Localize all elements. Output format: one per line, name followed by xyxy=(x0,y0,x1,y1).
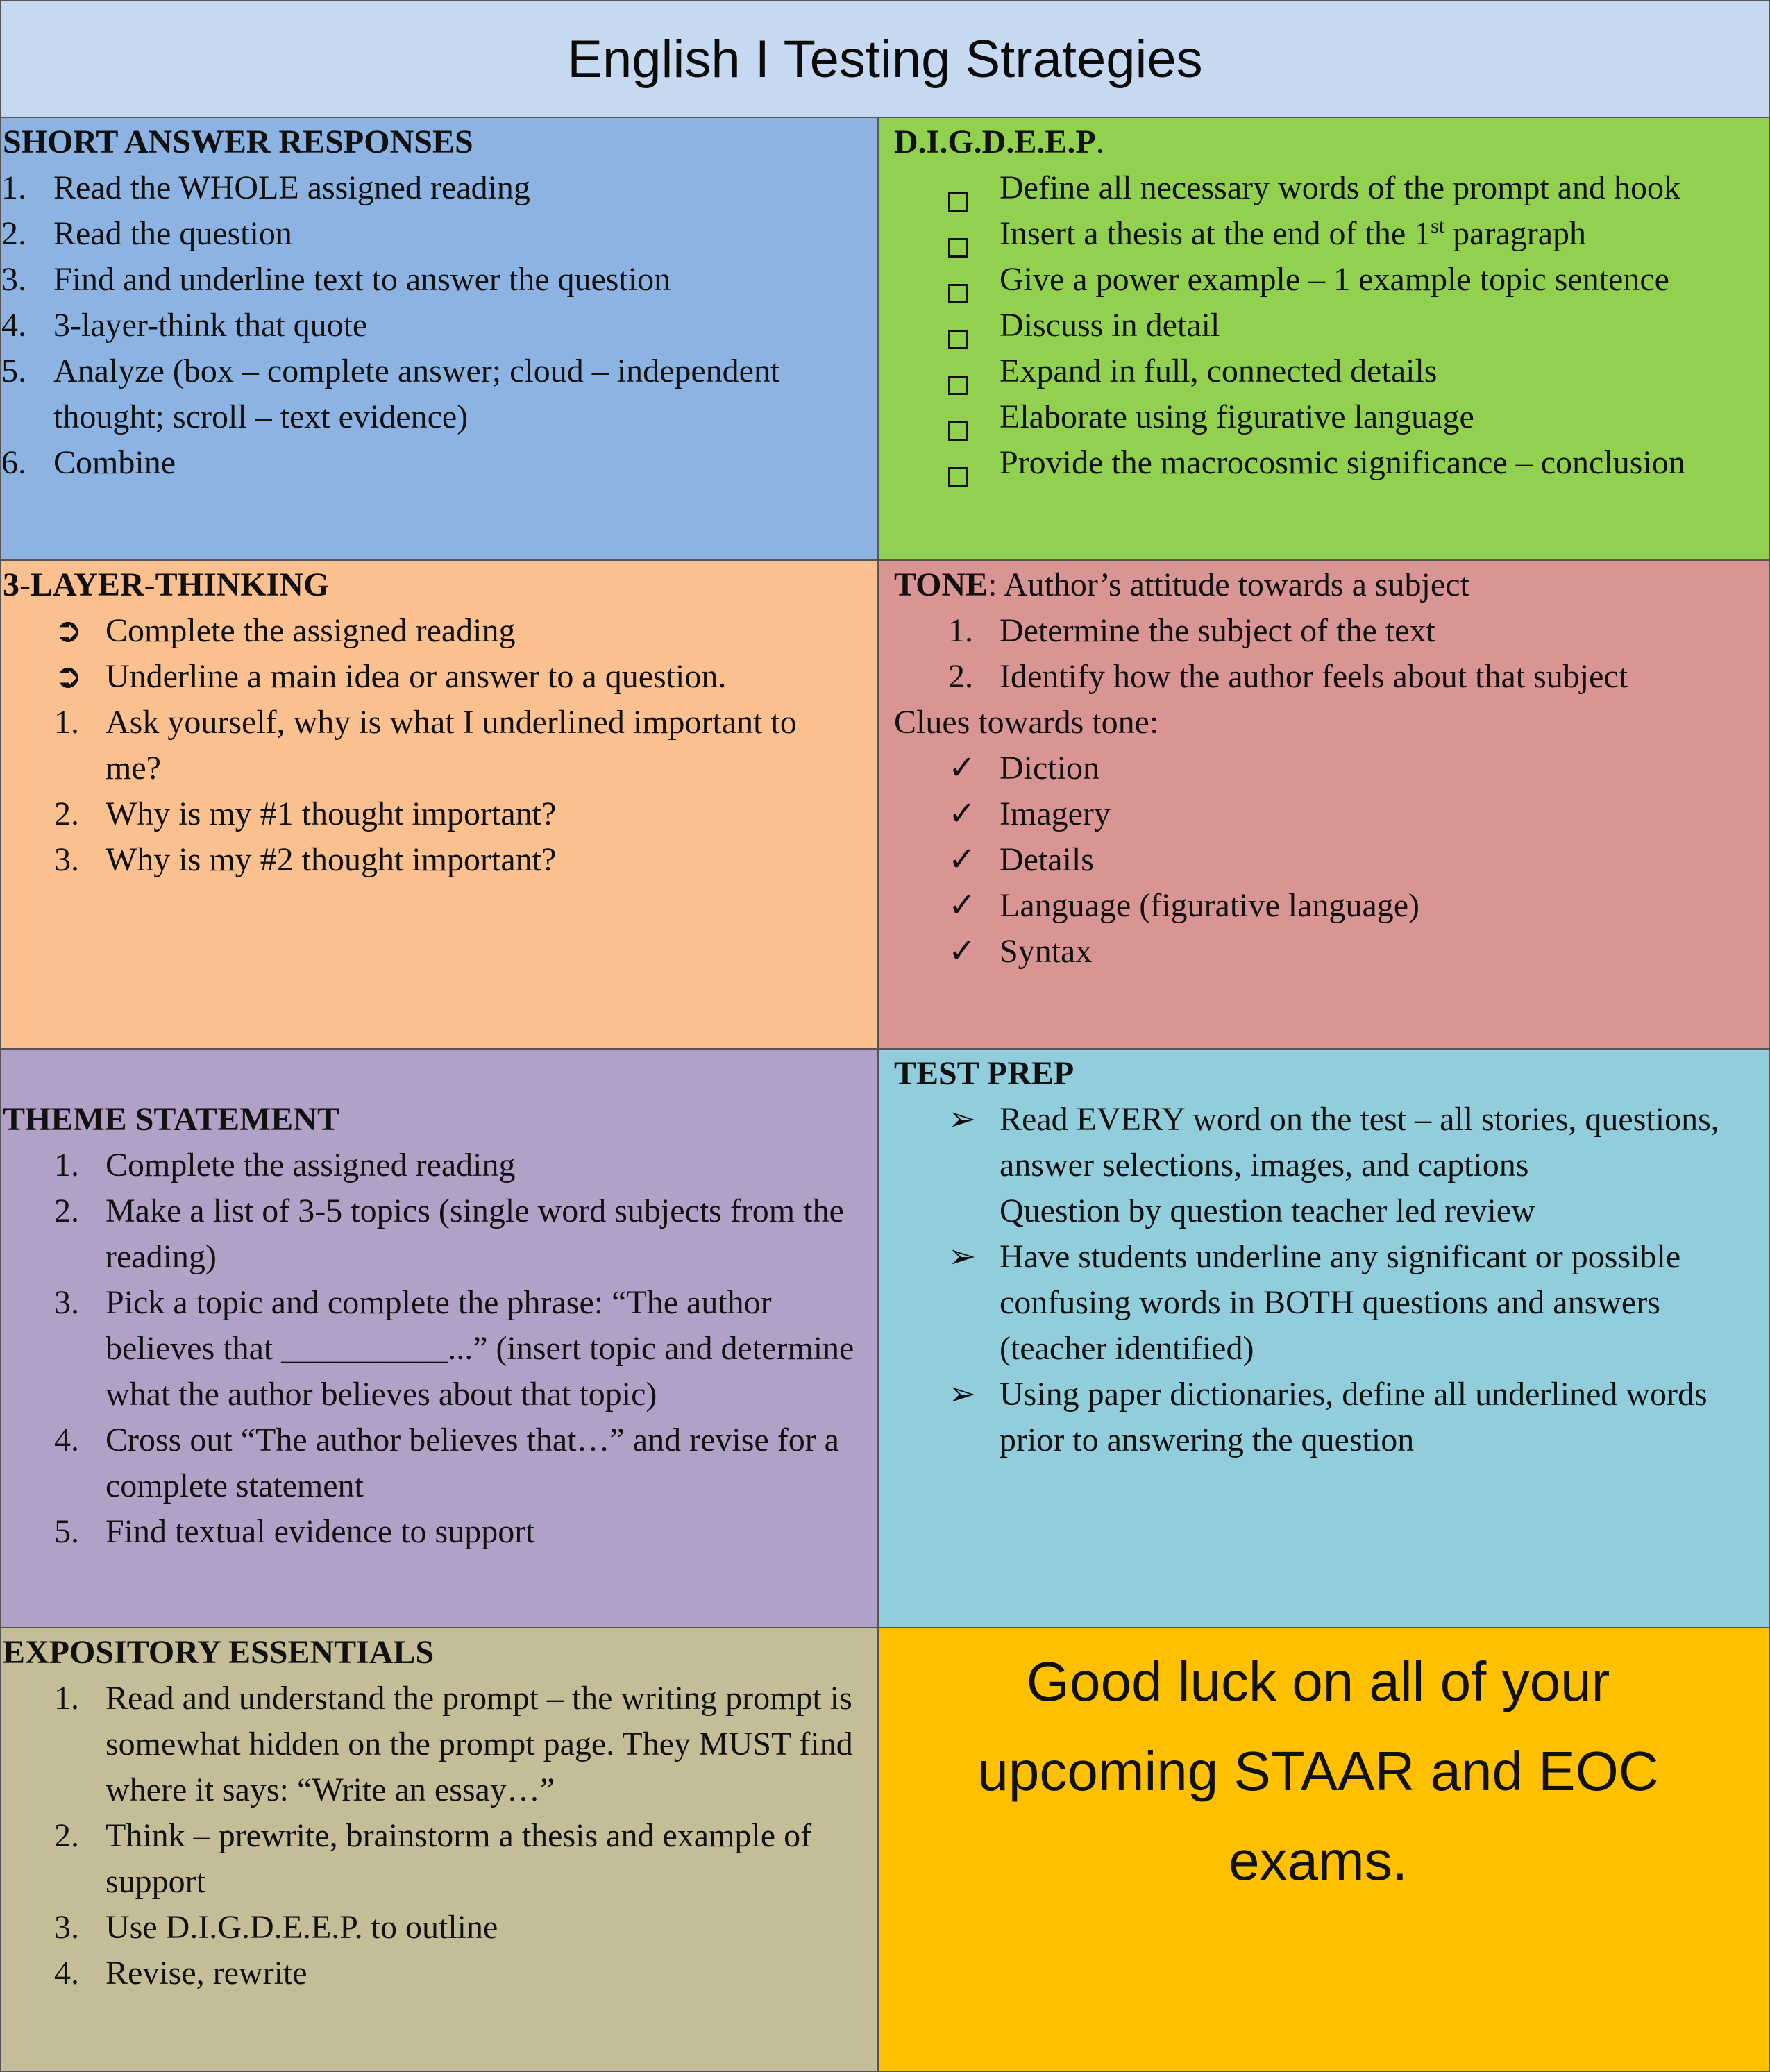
item-number: 2. xyxy=(948,658,973,695)
good-luck-line: Good luck on all of your xyxy=(1026,1651,1610,1712)
item-text: Find textual evidence to support xyxy=(106,1513,535,1550)
item-text: Provide the macrocosmic significance – conclusion xyxy=(1000,444,1685,481)
item-text: Read and understand the prompt – the writing prompt is somewhat hidden on the prompt page. They MUST find where it says: “Write an essay…” xyxy=(106,1680,853,1808)
item-text: Identify how the author feels about that subject xyxy=(1000,658,1628,695)
checkmark-icon: ✓ xyxy=(948,887,977,924)
checklist-item xyxy=(948,165,1767,211)
checkbox-icon xyxy=(948,467,968,487)
list-item xyxy=(54,837,838,883)
item-text: Insert a thesis at the end of the 1 xyxy=(1000,215,1431,252)
item-text-tail: paragraph xyxy=(1444,215,1587,252)
item-text: Elaborate using figurative language xyxy=(1000,398,1474,435)
list-item xyxy=(948,929,1767,975)
item-text: Define all necessary words of the prompt and hook xyxy=(1000,169,1681,206)
checkbox-icon xyxy=(948,421,968,441)
checklist-item xyxy=(948,348,1767,394)
item-text: Determine the subject of the text xyxy=(1000,612,1435,649)
checkmark-icon: ✓ xyxy=(948,841,977,878)
list-item xyxy=(1,165,862,211)
item-text: 3-layer-think that quote xyxy=(53,307,368,344)
item-number: 1. xyxy=(54,704,79,741)
arrowhead-icon: ➢ xyxy=(948,1238,977,1275)
item-number: 2. xyxy=(1,215,26,252)
page-title: English I Testing Strategies xyxy=(567,29,1203,89)
tone-heading xyxy=(894,562,1469,608)
item-text: Ask yourself, why is what I underlined important to me? xyxy=(106,704,797,786)
arrowhead-icon: ➢ xyxy=(948,1376,977,1413)
arrowhead-icon: ➢ xyxy=(948,1101,977,1138)
item-number: 3. xyxy=(1,261,26,298)
good-luck-cell xyxy=(877,1627,1770,2072)
item-text: Complete the assigned reading xyxy=(106,612,516,649)
checklist-item xyxy=(948,211,1767,257)
list-item xyxy=(54,1676,873,1813)
item-text: Expand in full, connected details xyxy=(1000,353,1438,389)
item-number: 3. xyxy=(54,841,79,878)
item-number: 3. xyxy=(54,1909,79,1946)
tone-heading-text: TONE xyxy=(894,566,988,603)
item-number: 1. xyxy=(948,612,973,649)
item-number: 3. xyxy=(54,1284,79,1321)
item-text: Syntax xyxy=(1000,933,1093,970)
item-text: Why is my #2 thought important? xyxy=(106,841,557,878)
list-item xyxy=(948,608,1767,654)
item-text: Language (figurative language) xyxy=(1000,887,1420,924)
item-text: Underline a main idea or answer to a question. xyxy=(106,658,727,695)
list-item xyxy=(948,746,1767,791)
arrow-icon: ➲ xyxy=(54,658,83,695)
list-item xyxy=(1,211,862,257)
arrow-icon: ➲ xyxy=(54,612,83,649)
item-number: 2. xyxy=(54,1817,79,1854)
expository-list xyxy=(54,1676,873,1996)
item-text: Cross out “The author believes that…” and revise for a complete statement xyxy=(106,1422,839,1504)
checklist-item xyxy=(948,257,1767,303)
list-item xyxy=(54,1280,866,1417)
digdeep-heading xyxy=(894,119,1104,165)
list-item xyxy=(1,303,862,348)
item-text: Analyze (box – complete answer; cloud – independent thought; scroll – text evidence) xyxy=(53,353,780,435)
checkmark-icon: ✓ xyxy=(948,750,977,786)
short-answer-list xyxy=(1,165,862,486)
item-text: Using paper dictionaries, define all underlined words prior to answering the question xyxy=(1000,1376,1708,1458)
test-prep-cell xyxy=(877,1048,1770,1628)
checklist-item xyxy=(948,440,1767,486)
item-number: 2. xyxy=(54,1193,79,1229)
item-text: Diction xyxy=(1000,750,1099,786)
tone-clues-label: Clues towards tone: xyxy=(894,704,1159,741)
good-luck-line: exams. xyxy=(1229,1830,1408,1892)
checklist-item xyxy=(948,394,1767,440)
short-answer-cell xyxy=(0,117,879,561)
item-text: Read EVERY word on the test – all stories, questions, answer selections, images, and captions xyxy=(1000,1101,1719,1184)
good-luck-message xyxy=(879,1637,1758,1905)
item-text: Find and underline text to answer the question xyxy=(53,261,671,298)
digdeep-heading-suffix: . xyxy=(1095,124,1104,160)
item-text: Read the WHOLE assigned reading xyxy=(53,169,530,206)
list-item xyxy=(54,791,838,837)
three-layer-cell xyxy=(0,559,879,1050)
item-number: 5. xyxy=(54,1513,79,1550)
good-luck-line: upcoming STAAR and EOC xyxy=(977,1740,1659,1802)
item-text: Pick a topic and complete the phrase: “The author believes that __________...” (insert topic and determine what the author believes about that topic) xyxy=(106,1284,854,1413)
theme-heading: THEME STATEMENT xyxy=(3,1101,339,1138)
list-item xyxy=(948,883,1767,929)
list-item xyxy=(948,1234,1767,1372)
list-item xyxy=(54,654,873,700)
title-band xyxy=(0,0,1770,118)
item-text: Give a power example – 1 example topic sentence xyxy=(1000,261,1669,298)
item-number: 1. xyxy=(54,1147,79,1184)
item-text: Combine xyxy=(53,444,176,481)
checkmark-icon: ✓ xyxy=(948,933,977,970)
list-item xyxy=(1,440,862,486)
item-text: Complete the assigned reading xyxy=(106,1147,516,1184)
test-prep-list xyxy=(948,1097,1767,1463)
list-item xyxy=(948,654,1767,700)
list-item xyxy=(948,1372,1767,1463)
digdeep-heading-text: D.I.G.D.E.E.P xyxy=(894,124,1096,160)
item-number: 1. xyxy=(54,1680,79,1717)
list-item xyxy=(948,791,1767,837)
list-item xyxy=(54,1188,866,1280)
list-item xyxy=(54,1417,866,1509)
item-text: Discuss in detail xyxy=(1000,307,1220,344)
checkbox-icon xyxy=(948,192,968,212)
tone-cell xyxy=(877,559,1770,1050)
item-text-extra: Question by question teacher led review xyxy=(1000,1193,1535,1229)
item-number: 2. xyxy=(54,795,79,832)
item-number: 4. xyxy=(54,1422,79,1458)
checklist-item xyxy=(948,303,1767,348)
tone-clues-list xyxy=(948,746,1767,975)
item-number: 1. xyxy=(1,169,26,206)
short-answer-heading: SHORT ANSWER RESPONSES xyxy=(3,124,473,160)
checkbox-icon xyxy=(948,284,968,303)
item-text: Use D.I.G.D.E.E.P. to outline xyxy=(106,1909,498,1946)
item-text: Why is my #1 thought important? xyxy=(106,795,557,832)
list-item xyxy=(54,1143,866,1188)
tone-steps-list xyxy=(948,608,1767,700)
digdeep-checklist xyxy=(948,165,1767,486)
item-text: Think – prewrite, brainstorm a thesis and example of support xyxy=(106,1817,812,1900)
list-item xyxy=(1,348,862,440)
item-text: Revise, rewrite xyxy=(106,1955,307,1991)
superscript: st xyxy=(1431,214,1445,237)
list-item xyxy=(54,1509,866,1555)
list-item xyxy=(54,700,838,791)
list-item xyxy=(54,1905,873,1951)
checkbox-icon xyxy=(948,330,968,349)
item-number: 6. xyxy=(1,444,26,481)
test-prep-heading: TEST PREP xyxy=(894,1055,1074,1092)
list-item xyxy=(1,257,862,303)
item-text: Imagery xyxy=(1000,795,1111,832)
digdeep-cell xyxy=(877,117,1770,561)
item-text: Make a list of 3-5 topics (single word subjects from the reading) xyxy=(106,1193,844,1275)
item-text: Details xyxy=(1000,841,1094,878)
list-item xyxy=(54,608,873,654)
theme-cell xyxy=(0,1048,879,1628)
three-layer-arrow-list xyxy=(54,608,873,700)
item-text: Have students underline any significant or possible confusing words in BOTH questions and answers (teacher identified) xyxy=(1000,1238,1681,1367)
checkbox-icon xyxy=(948,238,968,258)
checkbox-icon xyxy=(948,376,968,395)
list-item xyxy=(948,1097,1767,1234)
list-item xyxy=(54,1951,873,1996)
expository-cell xyxy=(0,1627,879,2072)
three-layer-numbered-list xyxy=(54,700,838,883)
list-item xyxy=(54,1813,873,1905)
item-text: Read the question xyxy=(53,215,292,252)
tone-definition: : Author’s attitude towards a subject xyxy=(988,566,1469,603)
theme-list xyxy=(54,1143,866,1555)
item-number: 4. xyxy=(54,1955,79,1991)
checkmark-icon: ✓ xyxy=(948,795,977,832)
item-number: 5. xyxy=(1,353,26,389)
expository-heading: EXPOSITORY ESSENTIALS xyxy=(3,1634,435,1671)
list-item xyxy=(948,837,1767,883)
item-number: 4. xyxy=(1,307,26,344)
three-layer-heading: 3-LAYER-THINKING xyxy=(3,566,330,603)
